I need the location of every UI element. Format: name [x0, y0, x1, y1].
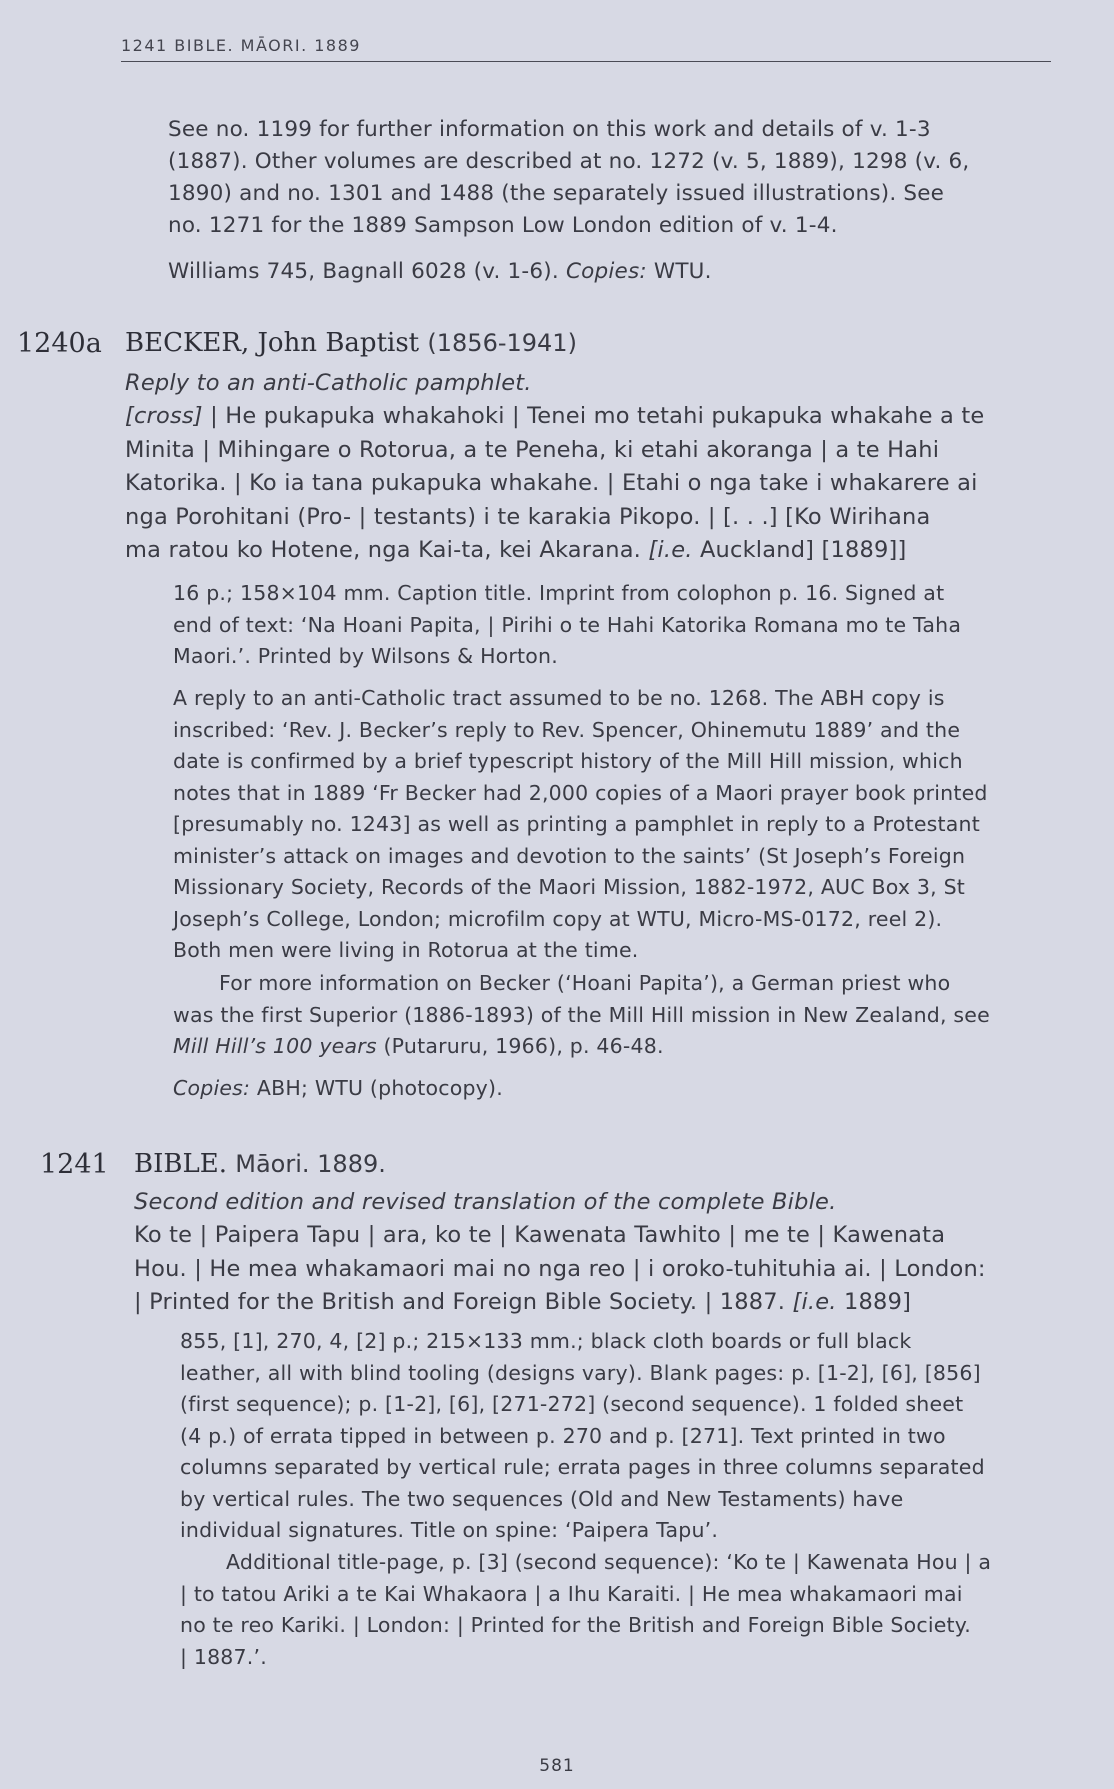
copies-label: Copies:: [565, 259, 647, 284]
copies-text: ABH; WTU (photocopy).: [256, 1076, 503, 1100]
title-line: | Printed for the British and Foreign Bible Society. | 1887.: [134, 1289, 786, 1315]
title-end: Auckland] [1889]]: [699, 537, 907, 563]
page-number: 581: [539, 1756, 575, 1776]
author-name: BECKER, John Baptist: [125, 328, 420, 358]
heading-rest: Māori. 1889.: [235, 1150, 386, 1178]
note-line: A reply to an anti-Catholic tract assumed to be no. 1268. The ABH copy is: [173, 686, 945, 710]
collation-line: leather, all with blind tooling (designs vary). Blank pages: p. [1-2], [6], [856]: [180, 1360, 981, 1385]
entry-number: 1241: [40, 1149, 109, 1180]
intro-refs: [168, 256, 712, 288]
title-line: Hou. | He mea whakamaori mai no nga reo | i oroko-tuhituhia ai. | London:: [134, 1255, 986, 1282]
entry-heading: [125, 328, 577, 358]
note-line-end: (Putaruru, 1966), p. 46-48.: [383, 1034, 664, 1058]
ie-note: [i.e.: [792, 1289, 837, 1315]
entry-title-transcription: [134, 1219, 1054, 1320]
running-head: 1241 BIBLE. MĀORI. 1889: [121, 36, 1051, 62]
collation-line: individual signatures. Title on spine: ‘Paipera Tapu’.: [180, 1518, 719, 1542]
title-line: | He pukapuka whakahoki | Tenei mo tetahi pukapuka whakahe a te: [210, 403, 985, 429]
title-line: nga Porohitani (Pro- | testants) i te karakia Pikopo. | [. . .] [Ko Wirihana: [125, 503, 931, 530]
author-dates: (1856-1941): [427, 329, 577, 357]
intro-line: See no. 1199 for further information on this work and details of v. 1-3: [168, 117, 931, 142]
title-line: ma ratou ko Hotene, nga Kai-ta, kei Akarana.: [125, 537, 642, 563]
collation-line: (4 p.) of errata tipped in between p. 270 and p. [271]. Text printed in two: [180, 1423, 946, 1448]
note-line: Both men were living in Rotorua at the time.: [173, 938, 639, 962]
title-line: Minita | Mihingare o Rotorua, a te Peneha, ki etahi akoranga | a te Hahi: [125, 436, 940, 463]
note-paragraph-2: [173, 968, 1053, 1063]
collation: [180, 1326, 1060, 1547]
collation: [173, 578, 1053, 673]
note-line: For more information on Becker (‘Hoani Papita’), a German priest who: [219, 971, 951, 995]
note-line: [presumably no. 1243] as well as printing a pamphlet in reply to a Protestant: [173, 812, 980, 836]
entry-heading: [134, 1149, 386, 1179]
title-line: Katorika. | Ko ia tana pukapuka whakahe. | Etahi o nga take i whakarere ai: [125, 470, 978, 496]
intro-line: 1890) and no. 1301 and 1488 (the separately issued illustrations). See: [168, 181, 945, 206]
copies-label: Copies:: [173, 1076, 251, 1100]
note-line: notes that in 1889 ‘Fr Becker had 2,000 copies of a Maori prayer book printed: [173, 780, 988, 805]
copies-line: [173, 1073, 503, 1105]
collation-line: Maori.’. Printed by Wilsons & Horton.: [173, 644, 558, 668]
note-line: inscribed: ‘Rev. J. Becker’s reply to Rev. Spencer, Ohinemutu 1889’ and the: [173, 717, 961, 742]
collation-line: end of text: ‘Na Hoani Papita, | Pirihi o te Hahi Katorika Romana mo te Taha: [173, 612, 962, 637]
note-line: Missionary Society, Records of the Maori Mission, 1882-1972, AUC Box 3, St: [173, 875, 966, 899]
intro-line: (1887). Other volumes are described at no. 1272 (v. 5, 1889), 1298 (v. 6,: [168, 149, 970, 174]
note-line: no te reo Kariki. | London: | Printed for the British and Foreign Bible Society.: [180, 1613, 971, 1637]
cross-mark: [cross]: [125, 403, 203, 429]
intro-paragraph: [168, 114, 1051, 242]
book-title: Mill Hill’s 100 years: [173, 1034, 377, 1058]
collation-line: 855, [1], 270, 4, [2] p.; 215×133 mm.; black cloth boards or full black: [180, 1329, 912, 1353]
note-line: | to tatou Ariki a te Kai Whakaora | a Ihu Karaiti. | He mea whakamaori mai: [180, 1581, 963, 1606]
note-line: date is confirmed by a brief typescript history of the Mill Hill mission, which: [173, 749, 963, 773]
collation-line: 16 p.; 158×104 mm. Caption title. Imprint from colophon p. 16. Signed at: [173, 581, 945, 605]
collation-line: (first sequence); p. [1-2], [6], [271-272] (second sequence). 1 folded sheet: [180, 1392, 964, 1416]
note-line: Additional title-page, p. [3] (second sequence): ‘Ko te | Kawenata Hou | a: [226, 1550, 992, 1574]
note-line: Joseph’s College, London; microfilm copy at WTU, Micro-MS-0172, reel 2).: [173, 906, 943, 931]
refs-text: Williams 745, Bagnall 6028 (v. 1-6).: [168, 259, 559, 284]
intro-line: no. 1271 for the 1889 Sampson Low London edition of v. 1-4.: [168, 213, 838, 238]
note-line: was the first Superior (1886-1893) of the Mill Hill mission in New Zealand, see: [173, 1002, 990, 1027]
collation-line: columns separated by vertical rule; errata pages in three columns separated: [180, 1455, 985, 1479]
copies-text: WTU.: [653, 259, 712, 284]
note-paragraph: [180, 1547, 1060, 1673]
title-end: 1889]: [844, 1289, 912, 1315]
entry-subtitle: Reply to an anti-Catholic pamphlet.: [125, 370, 532, 396]
heading-name: BIBLE.: [134, 1149, 227, 1179]
entry-subtitle: Second edition and revised translation of the complete Bible.: [134, 1189, 837, 1215]
note-line: minister’s attack on images and devotion to the saints’ (St Joseph’s Foreign: [173, 843, 966, 868]
note-paragraph: [173, 683, 1053, 967]
collation-line: by vertical rules. The two sequences (Old and New Testaments) have: [180, 1486, 904, 1511]
entry-title-transcription: [125, 400, 1050, 568]
note-line: | 1887.’.: [180, 1644, 267, 1669]
title-line: Ko te | Paipera Tapu | ara, ko te | Kawenata Tawhito | me te | Kawenata: [134, 1222, 946, 1248]
ie-note: [i.e.: [648, 537, 693, 563]
entry-number: 1240a: [17, 328, 102, 359]
